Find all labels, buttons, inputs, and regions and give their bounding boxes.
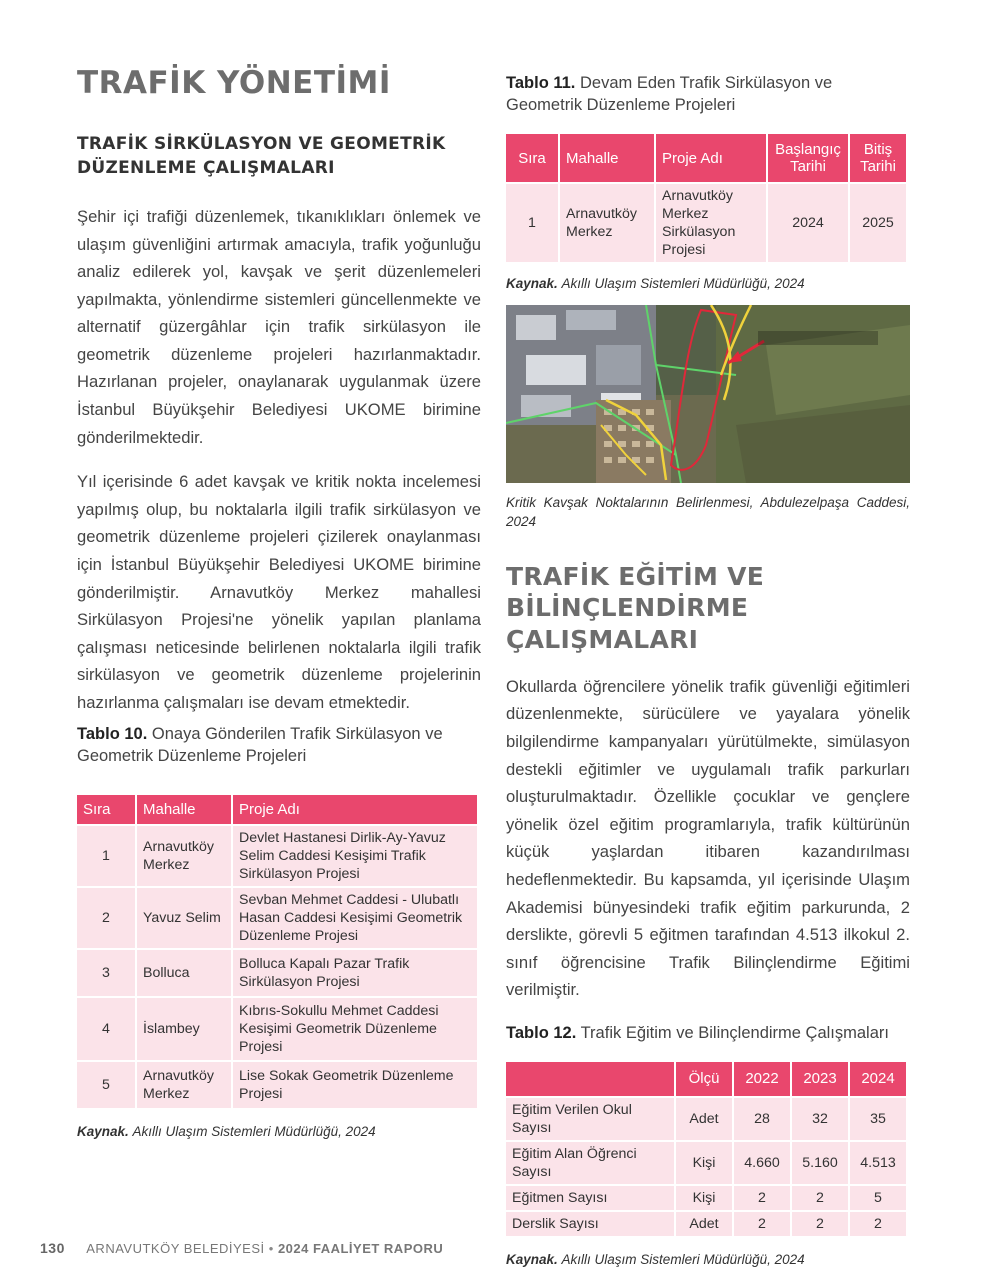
left-column — [77, 66, 481, 1139]
table11 — [504, 132, 908, 264]
table11-label: Tablo 11. — [506, 74, 576, 92]
source-label: Kaynak. — [77, 1123, 129, 1139]
section-heading-line1: TRAFİK SİRKÜLASYON VE GEOMETRİK — [77, 133, 446, 154]
section-title-training — [506, 561, 910, 655]
table-cell: 2 — [734, 1212, 790, 1236]
section-heading — [77, 132, 481, 181]
table-cell: 1 — [506, 184, 558, 262]
table-cell: 5 — [850, 1186, 906, 1210]
source-label: Kaynak. — [506, 276, 558, 291]
table11-header: Bitiş Tarihi — [850, 134, 906, 182]
table-row — [506, 184, 906, 262]
map-caption: Kritik Kavşak Noktalarının Belirlenmesi, Abdulezelpaşa Caddesi, 2024 — [506, 495, 910, 529]
table-row — [506, 1212, 906, 1236]
page-footer — [40, 1240, 443, 1256]
table-cell: 4.513 — [850, 1142, 906, 1184]
table12-caption — [506, 1022, 910, 1044]
footer-separator: • — [268, 1241, 274, 1256]
table-row — [77, 998, 477, 1060]
table-cell: İslambey — [137, 998, 231, 1060]
table10-label: Tablo 10. — [77, 724, 148, 743]
table-cell: Eğitim Verilen Okul Sayısı — [506, 1098, 674, 1140]
aerial-map-graphic — [506, 305, 910, 483]
paragraph-3: Okullarda öğrencilere yönelik trafik güvenliği eğitimleri düzenlenmekte, sürücülere ve yayalara yönelik bilgilendirme kampanyaları yürütülmekte, simülasyon destekli eğitimler ve uygulamalı trafik parkurları oluşturulmaktadır. Özellikle çocuklar ve gençlere yönelik özel eğitim programlarıyla, trafik kültürünün küçük yaşlardan itibaren kazandırılması hedeflenmektedir. Bu kapsamda, yıl içerisinde Ulaşım Akademisi bünyesindeki trafik eğitim parkurunda, 2 derslikte, görevli 5 eğitmen tarafından 4.513 ilkokul 2. sınıf öğrencisine Trafik Bilinçlendirme Eğitimi verilmiştir. — [506, 676, 910, 1000]
table-cell: 2 — [792, 1186, 848, 1210]
source-text: Akıllı Ulaşım Sistemleri Müdürlüğü, 2024 — [132, 1123, 376, 1139]
section-title-line2: BİLİNÇLENDİRME ÇALIŞMALARI — [506, 593, 749, 654]
table-cell: 2 — [792, 1212, 848, 1236]
table11-header: Proje Adı — [656, 134, 766, 182]
section-title-line1: TRAFİK EĞİTİM VE — [506, 562, 765, 591]
table10-title: Onaya Gönderilen Trafik Sirkülasyon ve Geometrik Düzenleme Projeleri — [77, 724, 443, 765]
table10-source — [77, 1124, 481, 1139]
table-cell: 1 — [77, 826, 135, 886]
source-label: Kaynak. — [506, 1251, 558, 1267]
table-cell: Kişi — [676, 1186, 732, 1210]
table11-caption — [506, 72, 910, 116]
table-cell: Eğitmen Sayısı — [506, 1186, 674, 1210]
table-cell: Derslik Sayısı — [506, 1212, 674, 1236]
table-cell: 2 — [850, 1212, 906, 1236]
page-number: 130 — [40, 1240, 65, 1256]
table10 — [75, 793, 479, 1110]
table-cell: Kıbrıs-Sokullu Mehmet Caddesi Kesişimi Geometrik Düzenleme Projesi — [233, 998, 477, 1060]
table-cell: 3 — [77, 950, 135, 996]
table11-source — [506, 276, 910, 291]
table12-header: 2023 — [792, 1062, 848, 1096]
table10-header: Proje Adı — [233, 795, 477, 824]
table-cell: 2 — [734, 1186, 790, 1210]
table-row — [506, 1142, 906, 1184]
table12-source — [506, 1252, 910, 1267]
footer-publisher: ARNAVUTKÖY BELEDİYESİ — [86, 1241, 265, 1256]
table11-header: Başlangıç Tarihi — [768, 134, 848, 182]
right-column — [506, 72, 910, 1267]
table-cell: Yavuz Selim — [137, 888, 231, 948]
table-cell: Adet — [676, 1098, 732, 1140]
source-text: Akıllı Ulaşım Sistemleri Müdürlüğü, 2024 — [561, 276, 805, 291]
table10-caption — [77, 723, 481, 767]
table12 — [504, 1060, 908, 1238]
table-cell: Bolluca Kapalı Pazar Trafik Sirkülasyon Projesi — [233, 950, 477, 996]
table-cell: Adet — [676, 1212, 732, 1236]
table11-title: Devam Eden Trafik Sirkülasyon ve Geometrik Düzenleme Projeleri — [506, 74, 833, 114]
table12-label: Tablo 12. — [506, 1023, 577, 1042]
table-cell: 2024 — [768, 184, 848, 262]
table12-header: 2024 — [850, 1062, 906, 1096]
table-cell: 5 — [77, 1062, 135, 1108]
table-cell: 32 — [792, 1098, 848, 1140]
aerial-map-image — [506, 305, 910, 483]
page-title: TRAFİK YÖNETİMİ — [77, 65, 391, 101]
table12-header — [506, 1062, 674, 1096]
table-cell: 2 — [77, 888, 135, 948]
table-cell: Devlet Hastanesi Dirlik-Ay-Yavuz Selim Caddesi Kesişimi Trafik Sirkülasyon Projesi — [233, 826, 477, 886]
table-cell: Sevban Mehmet Caddesi - Ulubatlı Hasan Caddesi Kesişimi Geometrik Düzenleme Projesi — [233, 888, 477, 948]
table12-title: Trafik Eğitim ve Bilinçlendirme Çalışmaları — [580, 1023, 889, 1042]
table12-header: 2022 — [734, 1062, 790, 1096]
table-cell: Eğitim Alan Öğrenci Sayısı — [506, 1142, 674, 1184]
table-cell: 5.160 — [792, 1142, 848, 1184]
paragraph-1: Şehir içi trafiği düzenlemek, tıkanıklıkları önlemek ve ulaşım güvenliğini artırmak amacıyla, trafik yoğunluğu analiz edilerek yol, kavşak ve şerit düzenlemeleri yapılmakta, yönlendirme sistemleri güncellenmekte ve alternatif güzergâhlar için trafik sirkülasyon ile geometrik düzenleme projeleri hazırlanmaktadır. Hazırlanan projeler, onaylanarak uygulanmak üzere İstanbul Büyükşehir Belediyesi UKOME birimine gönderilmektedir. — [77, 206, 481, 447]
table-cell: 28 — [734, 1098, 790, 1140]
table-cell: Arnavutköy Merkez — [560, 184, 654, 262]
paragraph-2: Yıl içerisinde 6 adet kavşak ve kritik nokta incelemesi yapılmış olup, bu noktalarla ilgili trafik sirkülasyon ve geometrik düzenleme projeleri çizilerek onaylanması için İstanbul Büyükşehir Belediyesi UKOME birimine gönderilmiştir. Arnavutköy Merkez mahallesi Sirkülasyon Projesi'ne yönelik yapılan planlama çalışması neticesinde belirlenen noktalarla ilgili trafik sirkülasyon ve geometrik düzenleme projelerinin hazırlanma çalışmaları ise devam etmektedir. — [77, 472, 481, 713]
table-row — [77, 888, 477, 948]
table-cell: 35 — [850, 1098, 906, 1140]
table-cell: 2025 — [850, 184, 906, 262]
table-cell: Bolluca — [137, 950, 231, 996]
table-cell: Arnavutköy Merkez Sirkülasyon Projesi — [656, 184, 766, 262]
table10-header: Mahalle — [137, 795, 231, 824]
table-cell: Lise Sokak Geometrik Düzenleme Projesi — [233, 1062, 477, 1108]
table-row — [506, 1098, 906, 1140]
table12-header: Ölçü — [676, 1062, 732, 1096]
table-row — [77, 1062, 477, 1108]
table10-header: Sıra — [77, 795, 135, 824]
table-row — [506, 1186, 906, 1210]
section-heading-line2: DÜZENLEME ÇALIŞMALARI — [77, 158, 335, 179]
table-cell: Arnavutköy Merkez — [137, 826, 231, 886]
footer-report: 2024 FAALİYET RAPORU — [277, 1241, 444, 1256]
table-row — [77, 950, 477, 996]
table-cell: Kişi — [676, 1142, 732, 1184]
source-text: Akıllı Ulaşım Sistemleri Müdürlüğü, 2024 — [561, 1251, 805, 1267]
table11-header: Sıra — [506, 134, 558, 182]
table-cell: 4.660 — [734, 1142, 790, 1184]
table-row — [77, 826, 477, 886]
table-cell: Arnavutköy Merkez — [137, 1062, 231, 1108]
table11-header: Mahalle — [560, 134, 654, 182]
table-cell: 4 — [77, 998, 135, 1060]
